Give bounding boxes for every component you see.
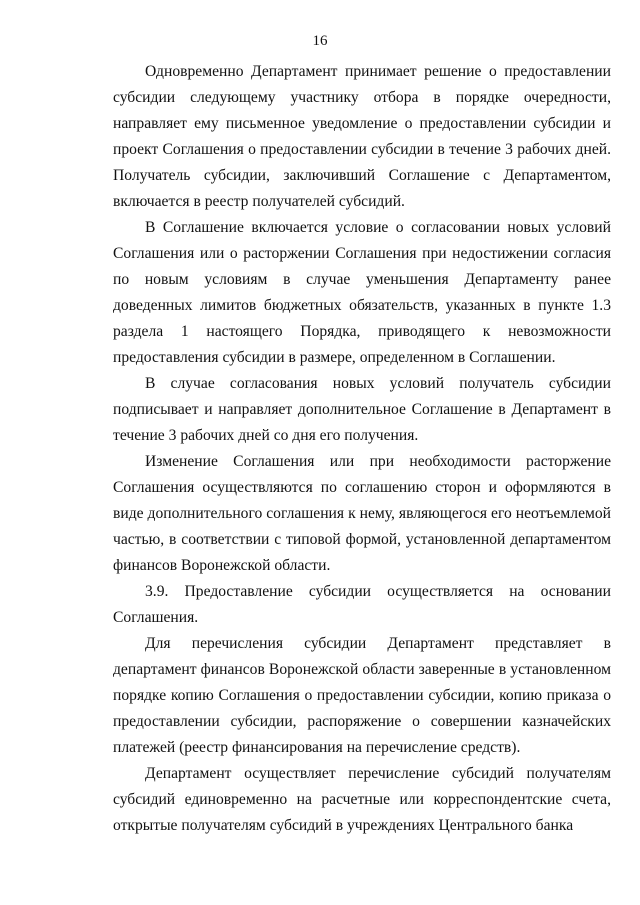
- paragraph-new-conditions-signing: В случае согласования новых условий получатель субсидии подписывает и направляет дополнительное Соглашение в Департамент в течение 3 рабочих дней со дня его получения.: [113, 375, 611, 444]
- paragraph-agreement-change: Изменение Соглашения или при необходимости расторжение Соглашения осуществляются по соглашению сторон и оформляются в виде дополнительного соглашения к нему, являющегося его неотъемлемой частью, в соответствии с типовой формой, установленной департаментом финансов Воронежской области.: [113, 453, 611, 574]
- paragraph-section-3-9: 3.9. Предоставление субсидии осуществляется на основании Соглашения.: [113, 583, 611, 626]
- paragraph-decision-notification: Одновременно Департамент принимает решение о предоставлении субсидии следующему участнику отбора в порядке очередности, направляет ему письменное уведомление о предоставлении субсидии и проект Соглашения о предоставлении субсидии в течение 3 рабочих дней. Получатель субсидии, заключивший Соглашение с Департаментом, включается в реестр получателей субсидий.: [113, 63, 611, 210]
- paragraph-transfer-documents: Для перечисления субсидии Департамент представляет в департамент финансов Воронежской области заверенные в установленном порядке копию Соглашения о предоставлении субсидии, копию приказа о предоставлении субсидии, распоряжение о совершении казначейских платежей (реестр финансирования на перечисление средств).: [113, 635, 611, 756]
- paragraph-agreement-conditions: В Соглашение включается условие о согласовании новых условий Соглашения или о расторжении Соглашения при недостижении согласия по новым условиям в случае уменьшения Департаменту ранее доведенных лимитов бюджетных обязательств, указанных в пункте 1.3 раздела 1 настоящего Порядка, приводящего к невозможности предоставления субсидии в размере, определенном в Соглашении.: [113, 219, 611, 366]
- document-body: [113, 59, 611, 839]
- paragraph-subsidy-transfer: Департамент осуществляет перечисление субсидий получателям субсидий единовременно на расчетные или корреспондентские счета, открытые получателям субсидий в учреждениях Центрального банка: [113, 765, 611, 834]
- page-number: 16: [312, 33, 328, 49]
